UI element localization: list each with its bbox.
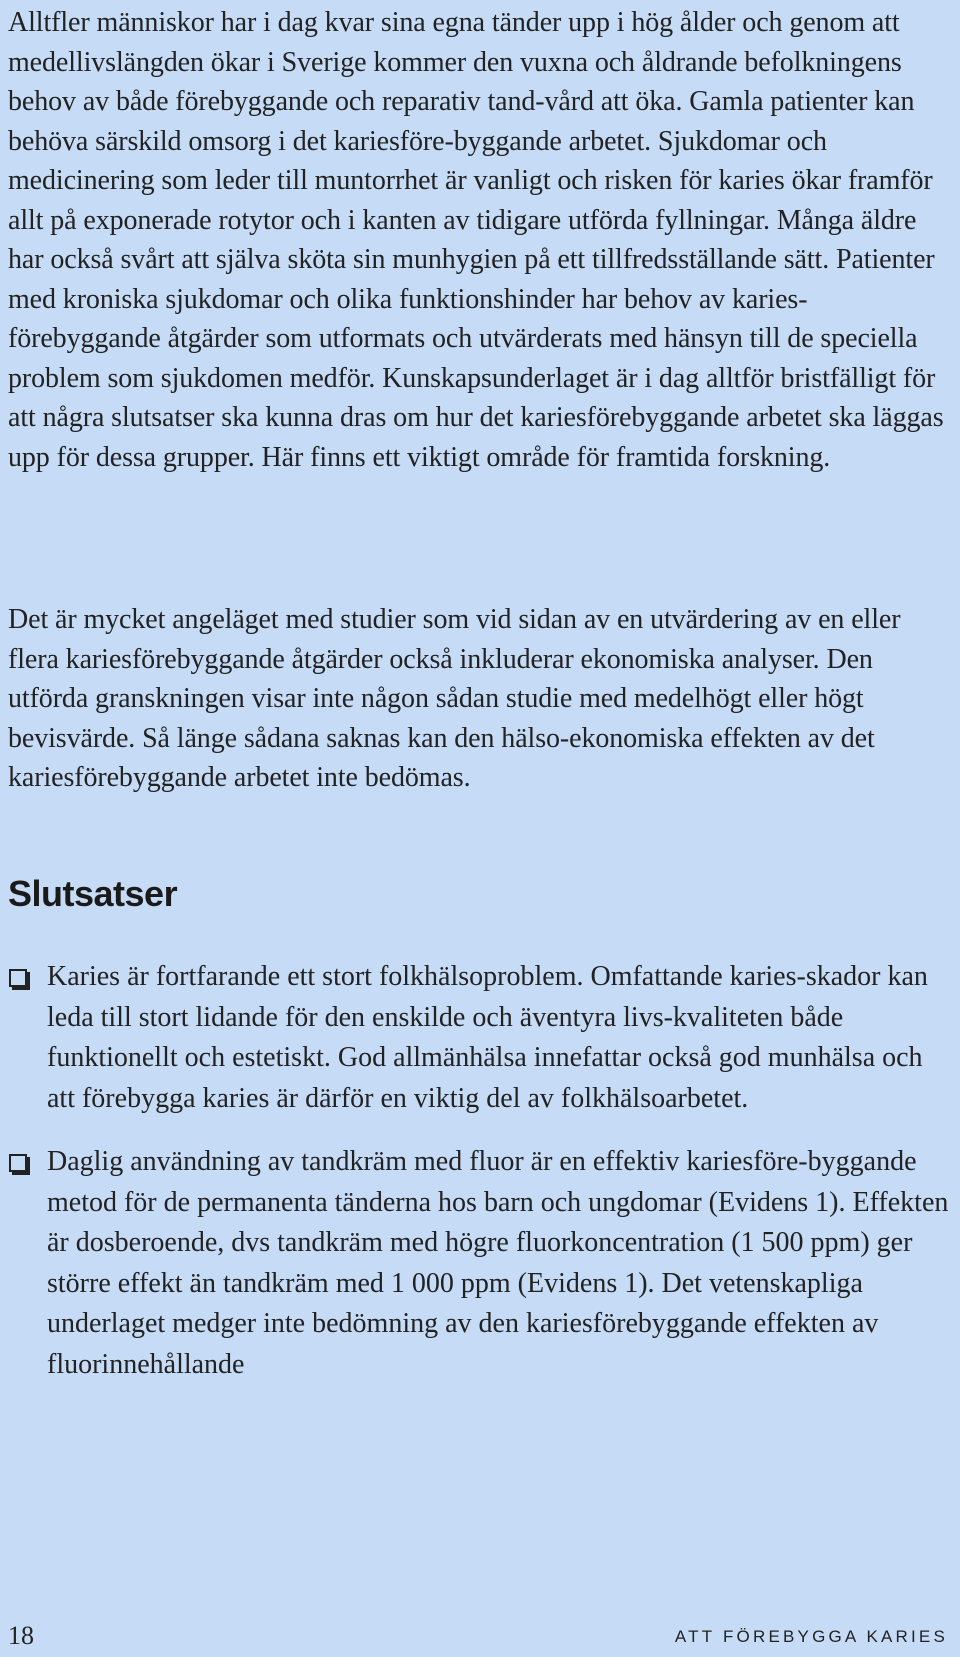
list-item-text: Daglig användning av tandkräm med fluor är en effektiv kariesföre-byggande metod för de permanenta tänderna hos barn och ungdomar (Evidens 1). Effekten är dosberoende, dvs tandkräm med högre fluorkoncentration (1 500 ppm) ger större effekt än tandkräm med 1 000 ppm (Evidens 1). Det vetenskapliga underlaget medger inte bedömning av den kariesförebyggande effekten av fluorinnehållande [47, 1146, 949, 1380]
body-paragraph-2: Det är mycket angeläget med studier som vid sidan av en utvärdering av en eller flera kariesförebyggande åtgärder också inkluderar ekonomiska analyser. Den utförda granskningen visar inte någon sådan studie med medelhögt eller högt bevisvärde. Så länge sådana saknas kan den hälso-ekonomiska effekten av det kariesförebyggande arbetet inte bedömas. [8, 604, 901, 793]
list-item [8, 957, 952, 1119]
running-title: ATT FÖREBYGGA KARIES [674, 1627, 948, 1646]
body-paragraph-1: Alltfler människor har i dag kvar sina egna tänder upp i hög ålder och genom att medellivslängden ökar i Sverige kommer den vuxna och åldrande befolkningens behov av både förebyggande och reparativ tand-vård att öka. Gamla patienter kan behöva särskild omsorg i det kariesföre-byggande arbetet. Sjukdomar och medicinering som leder till muntorrhet är vanligt och risken för karies ökar framför allt på exponerade rotytor och i kanten av tidigare utförda fyllningar. Många äldre har också svårt att själva sköta sin munhygien på ett tillfredsställande sätt. Patienter med kroniska sjukdomar och olika funktionshinder har behov av karies-förebyggande åtgärder som utformats och utvärderats med hänsyn till de speciella problem som sjukdomen medför. Kunskapsunderlaget är i dag alltför bristfälligt för att några slutsatser ska kunna dras om hur det kariesförebyggande arbetet ska läggas upp för dessa grupper. Här finns ett viktigt område för framtida forskning. [8, 7, 944, 473]
list-item-text: Karies är fortfarande ett stort folkhälsoproblem. Omfattande karies-skador kan leda till stort lidande för den enskilde och äventyra livs-kvaliteten både funktionellt och estetiskt. God allmänhälsa innefattar också god munhälsa och att förebygga karies är därför en viktig del av folkhälsoarbetet. [47, 961, 928, 1114]
checkbox-icon [9, 969, 27, 987]
conclusions-list [8, 957, 952, 1408]
page-number: 18 [8, 1621, 34, 1650]
checkbox-icon [9, 1154, 27, 1172]
list-item [8, 1142, 952, 1385]
section-heading: Slutsatser [8, 873, 178, 914]
